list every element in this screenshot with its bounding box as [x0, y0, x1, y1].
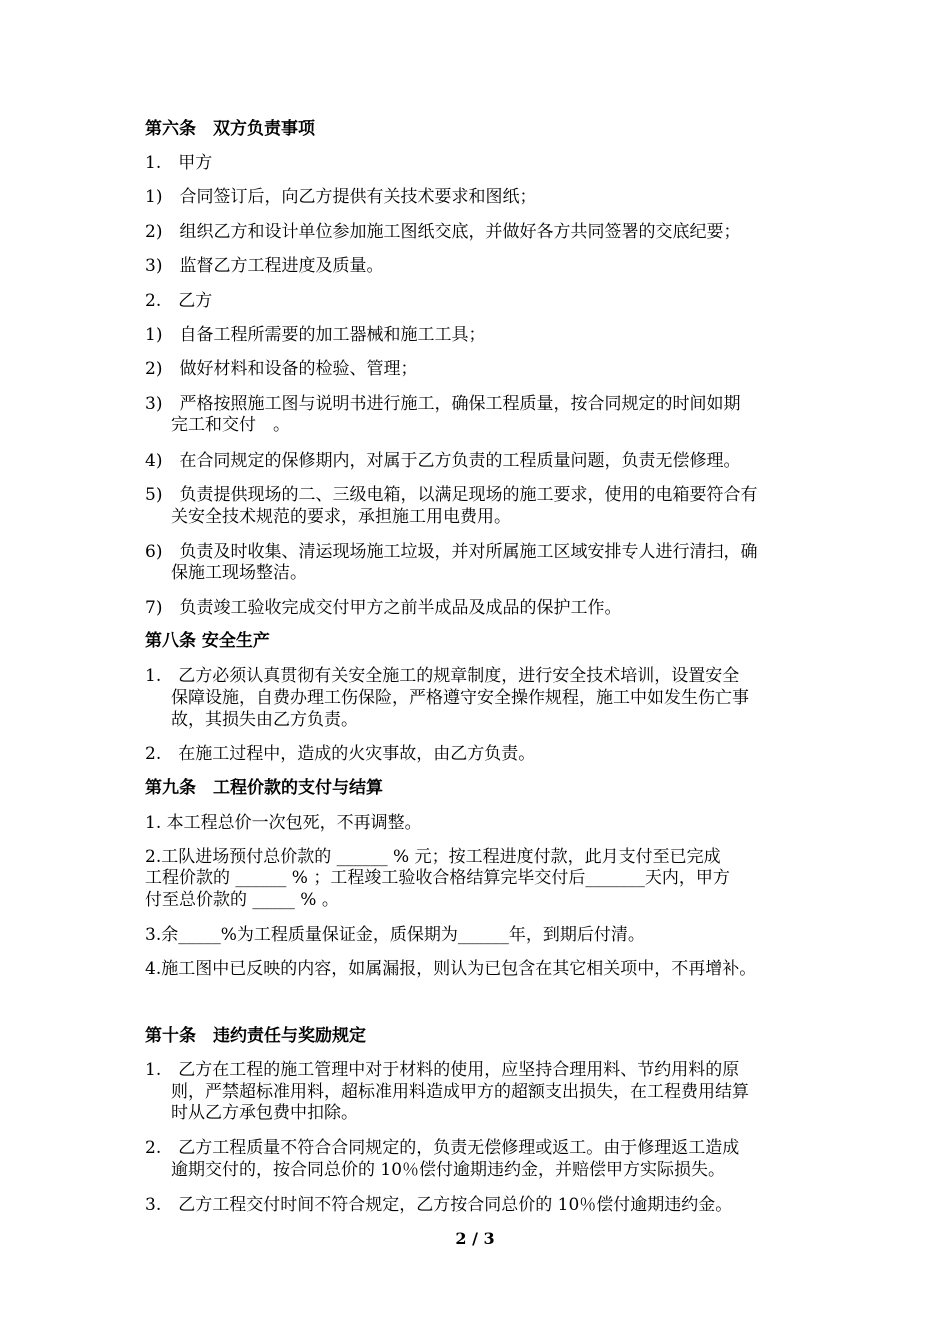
list-item-continuation: 则，严禁超标准用料，超标准用料造成甲方的超额支出损失，在工程费用结算	[171, 1082, 749, 1102]
list-item: 1. 乙方必须认真贯彻有关安全施工的规章制度，进行安全技术培训，设置安全	[145, 666, 740, 686]
list-item: 6) 负责及时收集、清运现场施工垃圾，并对所属施工区域安排专人进行清扫，确	[145, 542, 758, 562]
party-b-label: 2. 乙方	[145, 291, 213, 311]
list-item: 1) 自备工程所需要的加工器械和施工工具；	[145, 325, 486, 345]
page-number: 2 / 3	[455, 1229, 495, 1248]
section-6-heading: 第六条 双方负责事项	[145, 119, 315, 139]
list-item-continuation: 故，其损失由乙方负责。	[171, 710, 358, 730]
paragraph: 2.工队进场预付总价款的 ______ % 元；按工程进度付款，此月支付至已完成	[145, 847, 721, 867]
paragraph: 3.余_____%为工程质量保证金，质保期为______年，到期后付清。	[145, 925, 645, 945]
list-item-continuation: 完工和交付 。	[171, 415, 290, 435]
paragraph: 4.施工图中已反映的内容，如属漏报，则认为已包含在其它相关项中，不再增补。	[145, 959, 757, 979]
section-10-heading: 第十条 违约责任与奖励规定	[145, 1026, 366, 1046]
list-item-continuation: 时从乙方承包费中扣除。	[171, 1103, 358, 1123]
list-item: 2. 在施工过程中，造成的火灾事故，由乙方负责。	[145, 744, 536, 764]
paragraph-continuation: 付至总价款的 _____ % 。	[145, 890, 339, 910]
party-a-label: 1. 甲方	[145, 153, 213, 173]
list-item: 2) 做好材料和设备的检验、管理；	[145, 359, 418, 379]
list-item: 2) 组织乙方和设计单位参加施工图纸交底，并做好各方共同签署的交底纪要；	[145, 222, 741, 242]
list-item: 1) 合同签订后，向乙方提供有关技术要求和图纸；	[145, 187, 537, 207]
list-item: 7) 负责竣工验收完成交付甲方之前半成品及成品的保护工作。	[145, 598, 622, 618]
list-item-continuation: 保施工现场整洁。	[171, 563, 307, 583]
list-item-continuation: 保障设施，自费办理工伤保险，严格遵守安全操作规程，施工中如发生伤亡事	[171, 688, 749, 708]
paragraph: 1. 本工程总价一次包死，不再调整。	[145, 813, 422, 833]
list-item: 3) 监督乙方工程进度及质量。	[145, 256, 384, 276]
list-item: 3. 乙方工程交付时间不符合规定，乙方按合同总价的 10％偿付逾期违约金。	[145, 1195, 733, 1215]
list-item-continuation: 逾期交付的，按合同总价的 10％偿付逾期违约金，并赔偿甲方实际损失。	[171, 1160, 726, 1180]
list-item-continuation: 关安全技术规范的要求，承担施工用电费用。	[171, 507, 511, 527]
list-item: 3) 严格按照施工图与说明书进行施工，确保工程质量，按合同规定的时间如期	[145, 394, 741, 414]
list-item: 1. 乙方在工程的施工管理中对于材料的使用，应坚持合理用料、节约用料的原	[145, 1060, 740, 1080]
list-item: 5) 负责提供现场的二、三级电箱，以满足现场的施工要求，使用的电箱要符合有	[145, 485, 758, 505]
section-8-heading: 第八条 安全生产	[145, 631, 270, 651]
list-item: 2. 乙方工程质量不符合合同规定的，负责无偿修理或返工。由于修理返工造成	[145, 1138, 740, 1158]
section-9-heading: 第九条 工程价款的支付与结算	[145, 778, 383, 798]
paragraph-continuation: 工程价款的 ______ % ；工程竣工验收合格结算完毕交付后_______天内，甲方	[145, 868, 730, 888]
list-item: 4) 在合同规定的保修期内，对属于乙方负责的工程质量问题，负责无偿修理。	[145, 451, 741, 471]
